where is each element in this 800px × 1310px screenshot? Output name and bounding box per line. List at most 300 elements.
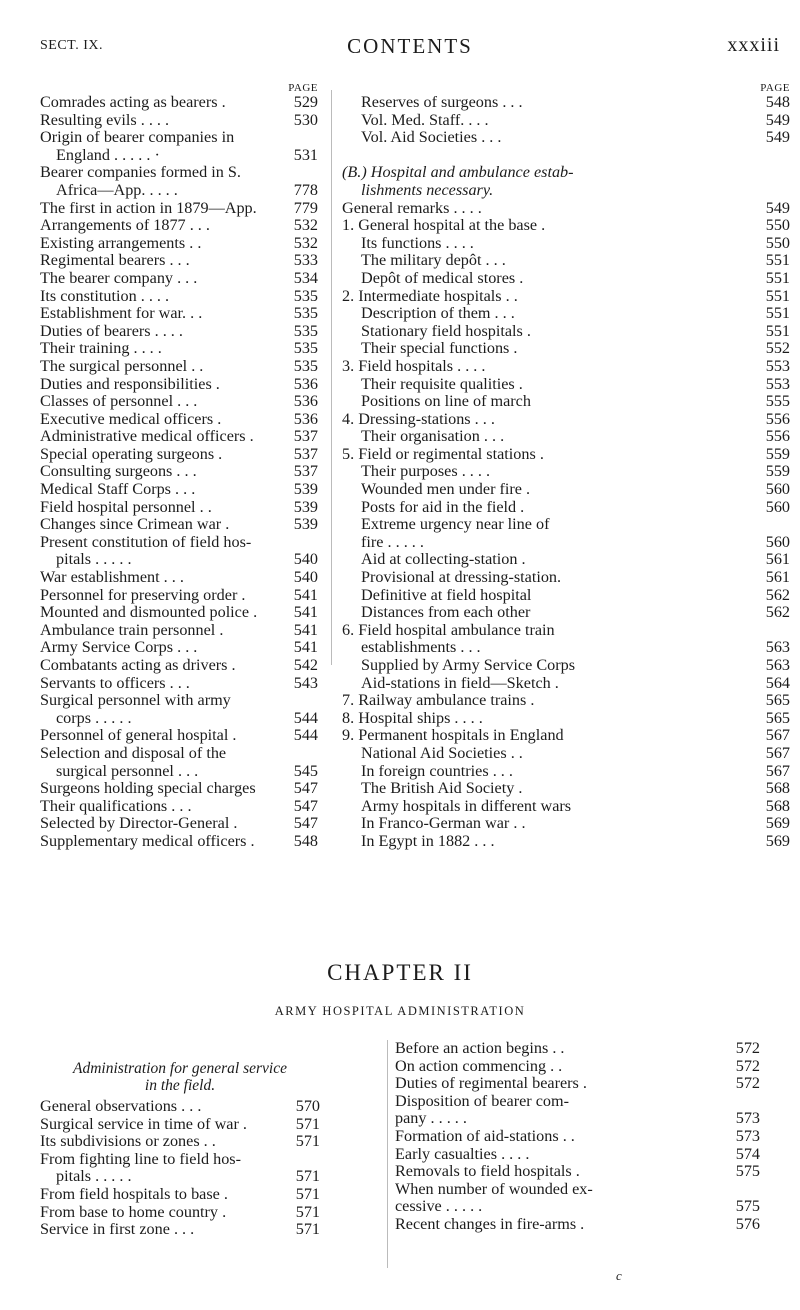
entry-title: 2. Intermediate hospitals . .: [342, 286, 518, 305]
contents-entry: [342, 217, 790, 235]
entry-title: War establishment . . .: [40, 568, 184, 587]
entry-title: Definitive at field hospital: [361, 585, 532, 604]
entry-title: Their requisite qualities .: [361, 374, 523, 393]
contents-entry: [40, 587, 318, 605]
entry-title: Existing arrangements . .: [40, 233, 202, 252]
entry-title: Aid at collecting-station .: [361, 550, 526, 569]
entry-title: Combatants acting as drivers .: [40, 656, 236, 674]
contents-entry: [395, 1181, 760, 1199]
entry-title: Supplementary medical officers .: [40, 831, 255, 850]
entry-page-number: 536: [293, 392, 318, 411]
entry-title: Bearer companies formed in S.: [40, 163, 241, 182]
contents-entry: [395, 1163, 760, 1181]
contents-entry: [342, 147, 790, 165]
entry-title: corps . . . . .: [56, 708, 132, 727]
entry-page-number: 540: [293, 568, 318, 587]
entry-title: Army Service Corps . . .: [40, 638, 198, 657]
contents-entry: [40, 288, 318, 306]
contents-entry: [342, 745, 790, 763]
chapter-column-left: [40, 1060, 320, 1239]
contents-entry: [40, 94, 318, 112]
entry-page-number: 559: [765, 462, 790, 481]
entry-title: Their purposes . . . .: [361, 462, 491, 481]
column-divider: [331, 90, 332, 665]
contents-entry: [342, 657, 790, 675]
entry-page-number: 550: [765, 233, 790, 252]
entry-page-number: 567: [765, 761, 790, 780]
contents-entry: [342, 463, 790, 481]
contents-entry: [40, 323, 318, 341]
entry-title: Origin of bearer companies in: [40, 128, 235, 147]
contents-entry: [40, 657, 318, 675]
contents-entry: [40, 780, 318, 798]
contents-entry: [395, 1128, 760, 1146]
entry-title: (B.) Hospital and ambulance estab-: [342, 163, 574, 182]
entry-page-number: 567: [765, 726, 790, 745]
contents-entry: [342, 569, 790, 587]
contents-entry: [342, 780, 790, 798]
contents-entry: [40, 340, 318, 358]
entry-title: Removals to field hospitals .: [395, 1162, 580, 1181]
contents-entry: [342, 516, 790, 534]
entry-page-number: 533: [293, 251, 318, 270]
entry-page-number: 562: [765, 585, 790, 604]
contents-entry: [40, 252, 318, 270]
contents-entry: [342, 446, 790, 464]
entry-title: 8. Hospital ships . . . .: [342, 708, 483, 727]
entry-title: Vol. Aid Societies . . .: [361, 128, 502, 147]
entry-page-number: 539: [293, 515, 318, 534]
entry-page-number: 551: [765, 251, 790, 270]
entry-title: Surgical service in time of war .: [40, 1114, 247, 1133]
entry-page-number: 552: [765, 339, 790, 358]
entry-title: Comrades acting as bearers .: [40, 93, 226, 111]
contents-entry: [342, 481, 790, 499]
contents-entry: [342, 692, 790, 710]
entry-page-number: 553: [765, 374, 790, 393]
contents-entry: [40, 551, 318, 569]
contents-entry: [342, 358, 790, 376]
contents-entry: [40, 411, 318, 429]
contents-entry: [342, 252, 790, 270]
page-title: CONTENTS: [347, 34, 473, 58]
entry-page-number: 537: [293, 444, 318, 463]
entry-page-number: 537: [293, 462, 318, 481]
contents-entry: [40, 147, 318, 165]
entry-page-number: 535: [293, 304, 318, 323]
entry-title: Army hospitals in different wars: [361, 796, 572, 815]
entry-page-number: 572: [735, 1074, 760, 1093]
contents-entry: [342, 235, 790, 253]
entry-title: Recent changes in fire-arms .: [395, 1214, 585, 1233]
entry-title: 4. Dressing-stations . . .: [342, 409, 495, 428]
entry-title: Changes since Crimean war .: [40, 515, 230, 534]
contents-entry: [342, 411, 790, 429]
entry-title: Present constitution of field hos-: [40, 532, 252, 551]
entry-page-number: 541: [293, 603, 318, 622]
chapter-title: ARMY HOSPITAL ADMINISTRATION: [274, 1004, 526, 1018]
contents-entry: [342, 129, 790, 147]
entry-page-number: 551: [765, 321, 790, 340]
entry-title: Formation of aid-stations . .: [395, 1126, 575, 1145]
contents-entry: [40, 463, 318, 481]
contents-entry: [395, 1198, 760, 1216]
entry-page-number: 575: [735, 1162, 760, 1181]
contents-entry: [40, 129, 318, 147]
contents-entry: [40, 727, 318, 745]
contents-entry: [342, 376, 790, 394]
entry-title: 7. Railway ambulance trains .: [342, 691, 535, 710]
entry-page-number: 563: [765, 656, 790, 674]
contents-entry: [40, 393, 318, 411]
entry-page-number: 573: [735, 1109, 760, 1128]
entry-page-number: 549: [765, 128, 790, 147]
entry-page-number: 539: [293, 497, 318, 516]
entry-title: Provisional at dressing-station.: [361, 568, 562, 587]
entry-page-number: 535: [293, 356, 318, 375]
contents-entry: [342, 763, 790, 781]
entry-title: Vol. Med. Staff. . . .: [361, 110, 489, 129]
entry-page-number: 572: [735, 1056, 760, 1075]
entry-title: Stationary field hospitals .: [361, 321, 531, 340]
entry-title: pany . . . . .: [395, 1109, 467, 1128]
entry-page-number: 778: [293, 180, 318, 199]
entry-page-number: 564: [765, 673, 790, 692]
entry-page-number: 547: [293, 814, 318, 833]
contents-entry: [342, 112, 790, 130]
entry-page-number: 565: [765, 691, 790, 710]
contents-entry: [342, 622, 790, 640]
entry-page-number: 550: [765, 216, 790, 235]
entry-title: Classes of personnel . . .: [40, 392, 198, 411]
contents-entry: [342, 815, 790, 833]
contents-entry: [40, 270, 318, 288]
entry-page-number: 561: [765, 550, 790, 569]
contents-entry: [40, 604, 318, 622]
contents-entry: [40, 710, 318, 728]
entry-title: In Egypt in 1882 . . .: [361, 831, 495, 850]
entry-title: Disposition of bearer com-: [395, 1091, 569, 1110]
contents-entry: [40, 376, 318, 394]
entry-page-number: 561: [765, 568, 790, 587]
entry-page-number: 544: [293, 708, 318, 727]
section-label: SECT. IX.: [40, 38, 103, 53]
contents-entry: [40, 358, 318, 376]
contents-entry: [342, 200, 790, 218]
entry-page-number: 530: [293, 110, 318, 129]
entry-title: Arrangements of 1877 . . .: [40, 216, 210, 235]
entry-title: 3. Field hospitals . . . .: [342, 356, 486, 375]
entry-title: lishments necessary.: [361, 180, 494, 199]
contents-entry: [40, 763, 318, 781]
contents-entry: [395, 1075, 760, 1093]
section-heading: [40, 1060, 320, 1094]
entry-page-number: 536: [293, 374, 318, 393]
entry-page-number: 551: [765, 268, 790, 287]
contents-entry: [40, 1133, 320, 1151]
contents-entry: [395, 1146, 760, 1164]
entry-page-number: 565: [765, 708, 790, 727]
chapter-number: CHAPTER II: [327, 960, 473, 985]
contents-entry: [342, 833, 790, 851]
contents-entry: [342, 305, 790, 323]
contents-entry: [342, 534, 790, 552]
entry-title: England . . . . . ·: [56, 145, 160, 164]
entry-page-number: 779: [293, 198, 318, 217]
contents-entry: [342, 727, 790, 745]
entry-title: Their qualifications . . .: [40, 796, 192, 815]
contents-entry: [40, 1168, 320, 1186]
entry-page-number: 535: [293, 321, 318, 340]
entry-title: Early casualties . . . .: [395, 1144, 530, 1163]
entry-title: Duties and responsibilities .: [40, 374, 220, 393]
entry-page-number: 540: [293, 550, 318, 569]
entry-title: establishments . . .: [361, 638, 481, 657]
contents-entry: [40, 639, 318, 657]
contents-entry: [40, 815, 318, 833]
contents-entry: [40, 235, 318, 253]
entry-page-number: 560: [765, 480, 790, 499]
contents-entry: [342, 587, 790, 605]
entry-page-number: 553: [765, 356, 790, 375]
entry-title: Resulting evils . . . .: [40, 110, 170, 129]
entry-page-number: 575: [735, 1197, 760, 1216]
entry-title: Their training . . . .: [40, 339, 162, 358]
contents-entry: [40, 164, 318, 182]
entry-page-number: 568: [765, 796, 790, 815]
contents-entry: [40, 745, 318, 763]
contents-entry: [395, 1040, 760, 1058]
entry-title: Its constitution . . . .: [40, 286, 170, 305]
entry-title: Establishment for war. . .: [40, 304, 203, 323]
entry-title: Duties of bearers . . . .: [40, 321, 183, 340]
entry-title: Description of them . . .: [361, 304, 515, 323]
entry-title: Special operating surgeons .: [40, 444, 223, 463]
entry-title: Reserves of surgeons . . .: [361, 93, 523, 111]
entry-page-number: 567: [765, 743, 790, 762]
contents-entry: [342, 798, 790, 816]
contents-entry: [395, 1216, 760, 1234]
entry-page-number: 571: [295, 1132, 320, 1151]
entry-page-number: 556: [765, 409, 790, 428]
contents-entry: [342, 182, 790, 200]
contents-entry: [40, 481, 318, 499]
contents-entry: [342, 340, 790, 358]
entry-title: Aid-stations in field—Sketch .: [361, 673, 559, 692]
entry-title: Servants to officers . . .: [40, 673, 190, 692]
entry-title: Mounted and dismounted police .: [40, 603, 258, 622]
entry-page-number: 541: [293, 620, 318, 639]
entry-page-number: 535: [293, 339, 318, 358]
contents-column-left: [40, 82, 318, 851]
entry-page-number: 547: [293, 779, 318, 798]
entry-page-number: 531: [293, 145, 318, 164]
entry-title: Consulting surgeons . . .: [40, 462, 197, 481]
contents-entry: [40, 499, 318, 517]
entry-title: Positions on line of march: [361, 392, 531, 411]
signature-mark: c: [616, 1268, 622, 1283]
entry-title: Before an action begins . .: [395, 1039, 565, 1057]
contents-entry: [342, 639, 790, 657]
entry-title: Surgical personnel with army: [40, 691, 231, 710]
contents-entry: [40, 569, 318, 587]
entry-page-number: 569: [765, 814, 790, 833]
contents-entry: [342, 94, 790, 112]
contents-entry: [40, 112, 318, 130]
entry-page-number: 571: [295, 1114, 320, 1133]
entry-title: The bearer company . . .: [40, 268, 198, 287]
entry-title: cessive . . . . .: [395, 1197, 483, 1216]
contents-entry: [395, 1058, 760, 1076]
entry-page-number: 532: [293, 216, 318, 235]
contents-entry: [395, 1093, 760, 1111]
entry-title: Personnel for preserving order .: [40, 585, 246, 604]
contents-entry: [40, 692, 318, 710]
contents-entry: [40, 446, 318, 464]
contents-entry: [40, 305, 318, 323]
contents-entry: [40, 217, 318, 235]
entry-title: National Aid Societies . .: [361, 743, 523, 762]
entry-title: fire . . . . .: [361, 532, 424, 551]
entry-title: The military depôt . . .: [361, 251, 506, 270]
section-heading-line: in the field.: [144, 1077, 216, 1094]
entry-page-number: 539: [293, 480, 318, 499]
entry-page-number: 568: [765, 779, 790, 798]
entry-page-number: 560: [765, 497, 790, 516]
page-column-heading: PAGE: [760, 82, 790, 94]
entry-title: In Franco-German war . .: [361, 814, 526, 833]
contents-entry: [342, 164, 790, 182]
entry-page-number: 535: [293, 286, 318, 305]
contents-column-right: [342, 82, 790, 851]
contents-entry: [40, 833, 318, 851]
contents-entry: [342, 323, 790, 341]
entry-page-number: 547: [293, 796, 318, 815]
entry-title: Africa—App. . . . .: [56, 180, 178, 199]
entry-page-number: 541: [293, 585, 318, 604]
entry-title: Personnel of general hospital .: [40, 726, 237, 745]
entry-page-number: 560: [765, 532, 790, 551]
contents-entry: [40, 675, 318, 693]
entry-page-number: 529: [293, 93, 318, 111]
entry-title: General remarks . . . .: [342, 198, 482, 217]
contents-entry: [40, 1098, 320, 1116]
entry-page-number: 559: [765, 444, 790, 463]
entry-page-number: 563: [765, 638, 790, 657]
entry-page-number: 541: [293, 638, 318, 657]
contents-entry: [40, 200, 318, 218]
contents-entry: [40, 1151, 320, 1169]
entry-page-number: 537: [293, 427, 318, 446]
contents-entry: [40, 1116, 320, 1134]
chapter-column-right: [395, 1040, 760, 1234]
entry-title: 5. Field or regimental stations .: [342, 444, 544, 463]
entry-title: In foreign countries . . .: [361, 761, 513, 780]
entry-title: General observations . . .: [40, 1097, 202, 1115]
entry-title: 1. General hospital at the base .: [342, 216, 546, 235]
entry-title: From fighting line to field hos-: [40, 1149, 241, 1168]
entry-page-number: 549: [765, 110, 790, 129]
entry-title: surgical personnel . . .: [56, 761, 199, 780]
entry-title: Administrative medical officers .: [40, 427, 254, 446]
entry-page-number: 571: [295, 1184, 320, 1203]
entry-title: Their special functions .: [361, 339, 518, 358]
entry-page-number: 556: [765, 427, 790, 446]
entry-title: Duties of regimental bearers .: [395, 1074, 587, 1093]
entry-page-number: 542: [293, 656, 318, 674]
entry-page-number: 551: [765, 286, 790, 305]
contents-entry: [40, 428, 318, 446]
contents-entry: [342, 675, 790, 693]
entry-page-number: 551: [765, 304, 790, 323]
entry-page-number: 549: [765, 198, 790, 217]
entry-page-number: 571: [295, 1202, 320, 1221]
entry-page-number: 570: [295, 1097, 320, 1115]
entry-page-number: 536: [293, 409, 318, 428]
contents-entry: [395, 1110, 760, 1128]
contents-entry: [342, 288, 790, 306]
entry-title: Ambulance train personnel .: [40, 620, 224, 639]
contents-entry: [342, 393, 790, 411]
entry-title: Service in first zone . . .: [40, 1220, 195, 1239]
entry-page-number: 543: [293, 673, 318, 692]
entry-title: Field hospital personnel . .: [40, 497, 212, 516]
entry-title: Wounded men under fire .: [361, 480, 531, 499]
contents-entry: [40, 1204, 320, 1222]
section-heading-line: Administration for general service: [73, 1060, 287, 1077]
entry-title: pitals . . . . .: [56, 1167, 132, 1186]
contents-entry: [40, 1186, 320, 1204]
page-number: xxxiii: [727, 34, 780, 56]
entry-page-number: 544: [293, 726, 318, 745]
entry-page-number: 571: [295, 1220, 320, 1239]
entry-title: Depôt of medical stores .: [361, 268, 524, 287]
entry-title: When number of wounded ex-: [395, 1179, 593, 1198]
contents-entry: [342, 604, 790, 622]
running-header: [40, 34, 780, 64]
contents-entry: [342, 428, 790, 446]
entry-page-number: 571: [295, 1167, 320, 1186]
contents-entry: [40, 798, 318, 816]
entry-title: Selection and disposal of the: [40, 743, 227, 762]
entry-title: Supplied by Army Service Corps: [361, 656, 576, 674]
contents-entry: [342, 270, 790, 288]
entry-title: Regimental bearers . . .: [40, 251, 190, 270]
entry-title: The British Aid Society .: [361, 779, 523, 798]
contents-entry: [40, 1221, 320, 1239]
entry-title: Distances from each other: [361, 603, 531, 622]
entry-page-number: 572: [735, 1039, 760, 1057]
entry-title: Its functions . . . .: [361, 233, 474, 252]
entry-title: Executive medical officers .: [40, 409, 222, 428]
page-column-heading: PAGE: [288, 82, 318, 94]
entry-title: Medical Staff Corps . . .: [40, 480, 196, 499]
entry-title: From base to home country .: [40, 1202, 227, 1221]
entry-title: From field hospitals to base .: [40, 1184, 228, 1203]
contents-entry: [40, 534, 318, 552]
entry-page-number: 545: [293, 761, 318, 780]
contents-entry: [40, 516, 318, 534]
entry-title: pitals . . . . .: [56, 550, 132, 569]
entry-title: The first in action in 1879—App.: [40, 198, 257, 217]
entry-title: 9. Permanent hospitals in England: [342, 726, 564, 745]
entry-page-number: 573: [735, 1126, 760, 1145]
entry-page-number: 576: [735, 1214, 760, 1233]
entry-title: The surgical personnel . .: [40, 356, 204, 375]
entry-title: Extreme urgency near line of: [361, 515, 550, 534]
entry-title: On action commencing . .: [395, 1056, 563, 1075]
contents-entry: [342, 551, 790, 569]
